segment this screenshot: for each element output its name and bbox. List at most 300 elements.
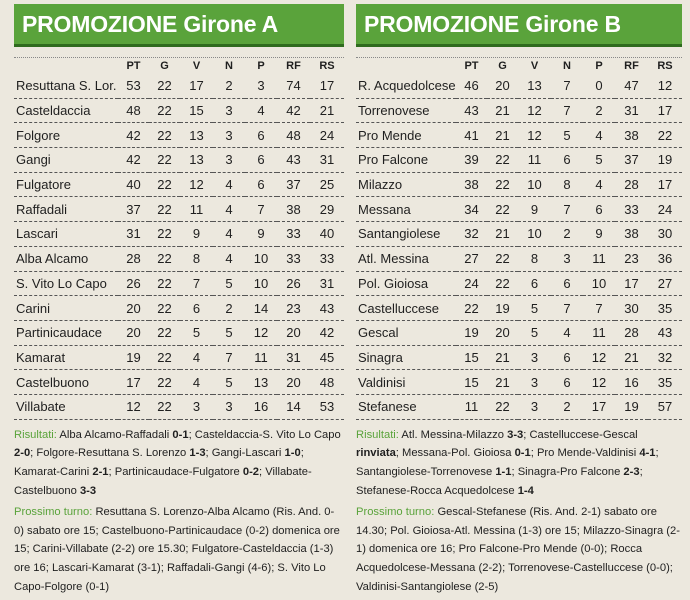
stat-pt: 17	[118, 370, 149, 395]
stat-pt: 22	[456, 296, 487, 321]
team-name: Sinagra	[356, 345, 456, 370]
column-header-p: P	[257, 60, 265, 72]
stat-rs: 17	[648, 172, 682, 197]
stat-pt: 31	[118, 222, 149, 247]
stat-pt: 38	[456, 172, 487, 197]
match-teams: ; Gangi-Lascari	[205, 447, 285, 460]
girone-b-column	[356, 0, 682, 599]
stat-g: 22	[149, 98, 180, 123]
stat-p: 10	[583, 271, 615, 296]
stat-rf: 20	[277, 370, 310, 395]
stat-rf: 42	[277, 98, 310, 123]
match-score: 1-4	[517, 485, 534, 498]
stat-n: 3	[551, 246, 583, 271]
stat-p: 4	[245, 98, 277, 123]
standings-row	[356, 123, 682, 148]
stat-rs: 17	[310, 74, 344, 98]
stat-pt: 34	[456, 197, 487, 222]
stat-n: 3	[213, 123, 245, 148]
stat-v: 3	[518, 345, 551, 370]
stat-rs: 30	[648, 222, 682, 247]
team-name: Pro Mende	[356, 123, 456, 148]
girone-b-next-round	[356, 503, 682, 597]
stat-rs: 57	[648, 394, 682, 419]
girone-b-standings-table	[356, 58, 682, 420]
stat-v: 3	[518, 394, 551, 419]
stat-rs: 43	[648, 320, 682, 345]
girone-b-title: PROMOZIONE Girone B	[356, 4, 682, 47]
stat-rs: 31	[310, 148, 344, 173]
stat-n: 3	[213, 394, 245, 419]
column-header-rs: RS	[319, 60, 335, 72]
stat-p: 11	[583, 246, 615, 271]
stat-g: 22	[487, 394, 518, 419]
stat-rs: 40	[310, 222, 344, 247]
stat-rs: 29	[310, 197, 344, 222]
stat-p: 9	[245, 222, 277, 247]
results-text	[14, 429, 341, 497]
stat-pt: 19	[456, 320, 487, 345]
team-name: Atl. Messina	[356, 246, 456, 271]
stat-pt: 20	[118, 296, 149, 321]
stat-g: 21	[487, 345, 518, 370]
stat-v: 11	[180, 197, 213, 222]
stat-v: 9	[518, 197, 551, 222]
stat-g: 22	[487, 148, 518, 173]
stat-g: 22	[149, 123, 180, 148]
stat-pt: 28	[118, 246, 149, 271]
stat-n: 2	[213, 296, 245, 321]
stat-n: 7	[551, 296, 583, 321]
column-header-pt: PT	[126, 60, 141, 72]
stat-n: 7	[213, 345, 245, 370]
stat-rf: 28	[615, 320, 648, 345]
team-name: S. Vito Lo Capo	[14, 271, 118, 296]
stat-v: 5	[518, 320, 551, 345]
stat-g: 22	[149, 222, 180, 247]
stat-g: 20	[487, 74, 518, 98]
match-teams: ; Pro Mende-Valdinisi	[530, 447, 640, 460]
column-header-n: N	[563, 60, 571, 72]
stat-p: 7	[583, 296, 615, 321]
stat-n: 2	[213, 74, 245, 98]
stat-p: 12	[583, 345, 615, 370]
stat-pt: 24	[456, 271, 487, 296]
girone-a-results	[14, 426, 344, 501]
column-header-p: P	[595, 60, 603, 72]
standings-row	[14, 148, 344, 173]
stat-v: 13	[180, 148, 213, 173]
team-name: Stefanese	[356, 394, 456, 419]
stat-rs: 24	[648, 197, 682, 222]
stat-rs: 12	[648, 74, 682, 98]
standings-row	[14, 320, 344, 345]
match-score: 0-2	[242, 466, 260, 479]
stat-v: 6	[180, 296, 213, 321]
standings-row	[356, 172, 682, 197]
stat-p: 12	[583, 370, 615, 395]
standings-row	[14, 197, 344, 222]
standings-row	[14, 74, 344, 98]
team-name: Gescal	[356, 320, 456, 345]
stat-n: 5	[213, 320, 245, 345]
standings-row	[14, 345, 344, 370]
stat-v: 12	[180, 172, 213, 197]
match-teams: Alba Alcamo-Raffadali	[59, 428, 173, 441]
column-header-v: V	[530, 60, 539, 72]
stat-rs: 45	[310, 345, 344, 370]
stat-pt: 48	[118, 98, 149, 123]
team-name: Kamarat	[14, 345, 118, 370]
girone-b-results	[356, 426, 682, 501]
standings-row	[356, 197, 682, 222]
standings-row	[14, 172, 344, 197]
next-round-label: Prossimo turno:	[14, 505, 93, 518]
results-label: Risultati:	[356, 428, 399, 441]
stat-rs: 27	[648, 271, 682, 296]
match-score: 3-3	[507, 428, 524, 441]
column-header-g: G	[498, 60, 507, 72]
stat-p: 14	[245, 296, 277, 321]
team-name: Raffadali	[14, 197, 118, 222]
stat-rs: 24	[310, 123, 344, 148]
stat-n: 2	[551, 222, 583, 247]
match-teams: ; Castelluccese-Gescal	[523, 428, 638, 441]
next-round-label: Prossimo turno:	[356, 505, 435, 518]
stat-rf: 31	[277, 345, 310, 370]
stat-p: 11	[245, 345, 277, 370]
match-teams: ; Partinicaudace-Fulgatore	[108, 466, 243, 479]
stat-p: 7	[245, 197, 277, 222]
stat-rf: 28	[615, 172, 648, 197]
stat-n: 7	[551, 98, 583, 123]
stat-pt: 53	[118, 74, 149, 98]
column-header-v: V	[192, 60, 201, 72]
match-score: 0-1	[172, 428, 189, 441]
standings-row	[356, 320, 682, 345]
standings-row	[356, 98, 682, 123]
stat-n: 6	[551, 148, 583, 173]
stat-g: 22	[149, 394, 180, 419]
team-name: Carini	[14, 296, 118, 321]
stat-v: 10	[518, 222, 551, 247]
match-score: 1-1	[495, 466, 512, 479]
stat-p: 16	[245, 394, 277, 419]
stat-n: 5	[213, 271, 245, 296]
stat-v: 8	[180, 246, 213, 271]
match-teams: ; Stefanese-Rocca Acquedolcese	[356, 466, 643, 498]
stat-rs: 31	[310, 271, 344, 296]
match-teams: ; Sinagra-Pro Falcone	[511, 466, 624, 479]
stat-pt: 19	[118, 345, 149, 370]
stat-g: 22	[149, 197, 180, 222]
stat-rs: 43	[310, 296, 344, 321]
standings-row	[14, 123, 344, 148]
stat-pt: 11	[456, 394, 487, 419]
match-score: rinviata	[356, 447, 396, 460]
stat-pt: 15	[456, 345, 487, 370]
stat-rf: 38	[615, 123, 648, 148]
stat-rf: 23	[615, 246, 648, 271]
stat-pt: 15	[456, 370, 487, 395]
stat-v: 11	[518, 148, 551, 173]
stat-rs: 42	[310, 320, 344, 345]
stat-g: 22	[149, 370, 180, 395]
standings-row	[14, 246, 344, 271]
standings-row	[356, 370, 682, 395]
stat-rs: 35	[648, 296, 682, 321]
match-score: 4-1	[639, 447, 656, 460]
stat-n: 8	[551, 172, 583, 197]
team-name: Pro Falcone	[356, 148, 456, 173]
stat-n: 3	[213, 148, 245, 173]
team-name: Lascari	[14, 222, 118, 247]
stat-p: 3	[245, 74, 277, 98]
stat-rs: 32	[648, 345, 682, 370]
stat-p: 10	[245, 246, 277, 271]
stat-n: 3	[213, 98, 245, 123]
column-header-rf: RF	[624, 60, 639, 72]
stat-p: 6	[583, 197, 615, 222]
next-round-text: Resuttana S. Lorenzo-Alba Alcamo (Ris. And. 0-0) sabato ore 15; Castelbuono-Partinicaudace (0-2) domenica ore 15; Carini-Villabate (2-2) ore 15.30; Fulgatore-Casteldaccia (1-3) ore 16; Lascari-Kamarat (3-1); Raffadali-Gangi (4-6); S. Vito Lo Capo-Folgore (0-1)	[14, 505, 340, 593]
stat-v: 17	[180, 74, 213, 98]
stat-v: 15	[180, 98, 213, 123]
match-score: 2-3	[623, 466, 640, 479]
stat-g: 22	[149, 148, 180, 173]
stat-v: 10	[518, 172, 551, 197]
stat-rs: 21	[310, 98, 344, 123]
stat-v: 13	[518, 74, 551, 98]
girone-a-next-round	[14, 503, 344, 597]
stat-p: 6	[245, 172, 277, 197]
stat-v: 9	[180, 222, 213, 247]
match-teams: Atl. Messina-Milazzo	[401, 428, 508, 441]
team-name: Fulgatore	[14, 172, 118, 197]
stat-rf: 21	[615, 345, 648, 370]
standings-row	[356, 345, 682, 370]
stat-n: 2	[551, 394, 583, 419]
stat-pt: 41	[456, 123, 487, 148]
column-header-pt: PT	[464, 60, 479, 72]
stat-p: 12	[245, 320, 277, 345]
stat-p: 9	[583, 222, 615, 247]
team-column-header	[356, 58, 456, 74]
standings-row	[14, 222, 344, 247]
stat-g: 22	[149, 345, 180, 370]
stat-rf: 20	[277, 320, 310, 345]
stat-g: 21	[487, 222, 518, 247]
stat-g: 20	[487, 320, 518, 345]
stat-pt: 27	[456, 246, 487, 271]
stat-rf: 38	[277, 197, 310, 222]
stat-g: 22	[149, 246, 180, 271]
next-round-text: Gescal-Stefanese (Ris. And. 2-1) sabato ore 14.30; Pol. Gioiosa-Atl. Messina (1-3) ore 15; Milazzo-Sinagra (2-1) domenica ore 16; Pro Falcone-Pro Mende (0-0); Rocca Acquedolcese-Messana (2-2); Torrenovese-Castelluccese (0-0); Valdinisi-Santangiolese (2-5)	[356, 505, 680, 593]
standings-row	[356, 74, 682, 98]
stat-g: 22	[487, 172, 518, 197]
stat-pt: 39	[456, 148, 487, 173]
girone-a-column	[14, 0, 344, 599]
stat-rf: 43	[277, 148, 310, 173]
match-teams: ; Kamarat-Carini	[14, 447, 304, 479]
stat-n: 6	[551, 271, 583, 296]
stat-g: 22	[149, 271, 180, 296]
team-column-header	[14, 58, 118, 74]
match-score: 2-0	[14, 447, 31, 460]
results-text	[356, 429, 659, 497]
team-name: Casteldaccia	[14, 98, 118, 123]
stat-g: 22	[149, 172, 180, 197]
stat-g: 22	[487, 271, 518, 296]
standings-row	[14, 394, 344, 419]
girone-b-separator	[356, 47, 682, 58]
stat-g: 21	[487, 98, 518, 123]
stat-v: 3	[518, 370, 551, 395]
stat-p: 13	[245, 370, 277, 395]
stat-rs: 25	[310, 172, 344, 197]
stat-v: 6	[518, 271, 551, 296]
team-name: Alba Alcamo	[14, 246, 118, 271]
stat-n: 4	[213, 197, 245, 222]
column-header-n: N	[225, 60, 233, 72]
stat-p: 11	[583, 320, 615, 345]
girone-b-rows	[356, 74, 682, 419]
stat-rf: 33	[615, 197, 648, 222]
standings-row	[14, 296, 344, 321]
match-score: 1-0	[284, 447, 301, 460]
stat-n: 7	[551, 197, 583, 222]
standings-row	[356, 148, 682, 173]
stat-g: 22	[487, 197, 518, 222]
stat-rs: 22	[648, 123, 682, 148]
stat-p: 10	[245, 271, 277, 296]
team-name: Santangiolese	[356, 222, 456, 247]
stat-pt: 46	[456, 74, 487, 98]
stat-g: 22	[149, 320, 180, 345]
column-header-rf: RF	[286, 60, 301, 72]
stat-rf: 19	[615, 394, 648, 419]
standings-row	[14, 370, 344, 395]
team-name: Partinicaudace	[14, 320, 118, 345]
stat-n: 4	[213, 222, 245, 247]
standings-row	[14, 271, 344, 296]
stat-v: 12	[518, 123, 551, 148]
stat-n: 4	[213, 172, 245, 197]
stat-g: 22	[149, 74, 180, 98]
stat-g: 19	[487, 296, 518, 321]
stat-n: 6	[551, 370, 583, 395]
match-teams: ; Casteldaccia-S. Vito Lo Capo	[188, 428, 341, 441]
team-name: Milazzo	[356, 172, 456, 197]
stat-rs: 36	[648, 246, 682, 271]
stat-pt: 12	[118, 394, 149, 419]
stat-rf: 30	[615, 296, 648, 321]
stat-v: 3	[180, 394, 213, 419]
team-name: Folgore	[14, 123, 118, 148]
stat-pt: 37	[118, 197, 149, 222]
stat-pt: 43	[456, 98, 487, 123]
stat-g: 21	[487, 123, 518, 148]
stat-g: 22	[487, 246, 518, 271]
team-name: Castelbuono	[14, 370, 118, 395]
stat-rf: 47	[615, 74, 648, 98]
stat-rf: 33	[277, 246, 310, 271]
match-score: 2-1	[92, 466, 109, 479]
team-name: Torrenovese	[356, 98, 456, 123]
stat-rs: 53	[310, 394, 344, 419]
stat-v: 13	[180, 123, 213, 148]
stat-p: 6	[245, 148, 277, 173]
stat-p: 6	[245, 123, 277, 148]
stat-v: 12	[518, 98, 551, 123]
stat-rf: 33	[277, 222, 310, 247]
stat-pt: 40	[118, 172, 149, 197]
stat-pt: 26	[118, 271, 149, 296]
stat-p: 2	[583, 98, 615, 123]
stat-g: 22	[149, 296, 180, 321]
stat-rf: 17	[615, 271, 648, 296]
stat-n: 5	[551, 123, 583, 148]
stat-rf: 74	[277, 74, 310, 98]
match-score: 1-3	[189, 447, 206, 460]
girone-b-notes	[356, 426, 682, 597]
stat-n: 4	[213, 246, 245, 271]
team-name: Messana	[356, 197, 456, 222]
match-teams: ; Messana-Pol. Gioiosa	[395, 447, 515, 460]
stat-p: 4	[583, 172, 615, 197]
stat-rs: 35	[648, 370, 682, 395]
stat-n: 6	[551, 345, 583, 370]
stat-pt: 42	[118, 148, 149, 173]
stat-rs: 17	[648, 98, 682, 123]
match-score: 3-3	[79, 485, 97, 498]
stat-rs: 33	[310, 246, 344, 271]
standings-row	[14, 98, 344, 123]
stat-v: 4	[180, 370, 213, 395]
stat-p: 4	[583, 123, 615, 148]
match-score: 0-1	[514, 447, 531, 460]
stat-p: 17	[583, 394, 615, 419]
stat-n: 4	[551, 320, 583, 345]
stat-rf: 26	[277, 271, 310, 296]
stat-v: 5	[180, 320, 213, 345]
standings-row	[356, 246, 682, 271]
stat-rs: 19	[648, 148, 682, 173]
stat-rf: 16	[615, 370, 648, 395]
stat-v: 5	[518, 296, 551, 321]
girone-a-notes	[14, 426, 344, 597]
team-name: Resuttana S. Lor.	[14, 74, 118, 98]
stat-rf: 48	[277, 123, 310, 148]
girone-a-standings-table	[14, 58, 344, 420]
match-teams: ; Folgore-Resuttana S. Lorenzo	[30, 447, 190, 460]
girone-a-rows	[14, 74, 344, 419]
standings-row	[356, 222, 682, 247]
stat-v: 7	[180, 271, 213, 296]
standings-row	[356, 394, 682, 419]
column-header-g: G	[160, 60, 169, 72]
stat-rf: 38	[615, 222, 648, 247]
results-label: Risultati:	[14, 428, 57, 441]
stat-rf: 31	[615, 98, 648, 123]
girone-a-title: PROMOZIONE Girone A	[14, 4, 344, 47]
standings-row	[356, 296, 682, 321]
girone-a-separator	[14, 47, 344, 58]
stat-rf: 37	[277, 172, 310, 197]
team-name: Villabate	[14, 394, 118, 419]
team-name: Pol. Gioiosa	[356, 271, 456, 296]
stat-v: 4	[180, 345, 213, 370]
team-name: Gangi	[14, 148, 118, 173]
